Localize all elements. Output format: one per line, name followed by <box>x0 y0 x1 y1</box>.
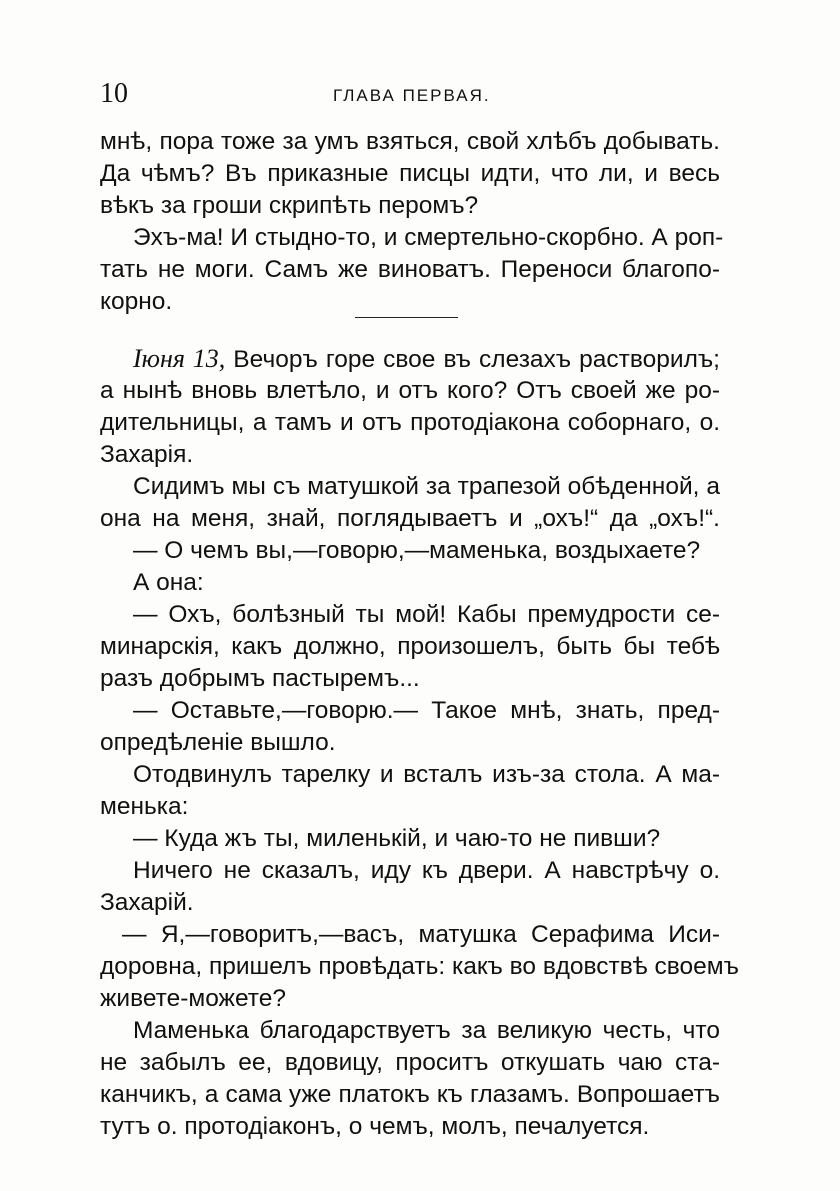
text-line: — Куда жъ ты, миленькій, и чаю-то не пивши? <box>133 825 661 852</box>
text-line: не забылъ ее, вдовицу, проситъ откушать чаю ста- <box>100 1049 720 1076</box>
text-line: канчикъ, а сама уже платокъ къ глазамъ. Вопрошаетъ <box>100 1081 720 1108</box>
text-line: Эхъ-ма! И стыдно-то, и смертельно-скорбно. А роп- <box>133 224 724 251</box>
text-line: — Охъ, болѣзный ты мой! Кабы премудрости се- <box>133 601 720 628</box>
text-line: а нынѣ вновь влетѣло, и отъ кого? Отъ своей же ро- <box>100 377 720 404</box>
text-line: — Оставьте,—говорю.— Такое мнѣ, знать, пред- <box>133 697 720 724</box>
text-line: Отодвинулъ тарелку и всталъ изъ-за стола. А ма- <box>133 761 720 788</box>
text-line: — О чемъ вы,—говорю,—маменька, воздыхаете? <box>133 537 701 564</box>
text-line: Маменька благодарствуетъ за великую честь, что <box>133 1017 720 1044</box>
text-line: тать не моги. Самъ же виноватъ. Переноси благопо- <box>100 256 720 283</box>
text-line: Сидимъ мы съ матушкой за трапезой обѣденной, а <box>133 473 720 500</box>
text-line: Да чѣмъ? Въ приказные писцы идти, что ли, и весь <box>100 160 720 187</box>
text-line: минарскія, какъ должно, произошелъ, быть бы тебѣ <box>100 633 720 660</box>
running-head: ГЛАВА ПЕРВАЯ. <box>333 86 491 105</box>
text-line: опредѣленіе вышло. <box>100 729 336 756</box>
text-line: дительницы, а тамъ и отъ протодіакона соборнаго, о. <box>100 409 720 436</box>
text-line: доровна, пришелъ провѣдать: какъ во вдовствѣ своемъ <box>100 953 739 980</box>
text-line: мнѣ, пора тоже за умъ взяться, свой хлѣбъ добывать. <box>100 128 720 155</box>
text-block-diary-entry <box>100 343 739 1143</box>
text-line: А она: <box>133 569 204 596</box>
text-line: живете-можете? <box>100 985 286 1012</box>
entry-date: Іюня 13, <box>133 344 226 373</box>
text-block-entry-end <box>100 126 724 318</box>
text-line: корно. <box>100 288 173 315</box>
text-line-dated <box>100 343 720 375</box>
section-divider <box>355 317 458 318</box>
text-line: Ничего не сказалъ, иду къ двери. А навстрѣчу о. <box>133 857 720 884</box>
text-line: Захарій. <box>100 889 194 916</box>
text-line: менька: <box>100 793 189 820</box>
page-number: 10 <box>100 78 128 109</box>
text-line: Захарія. <box>100 441 194 468</box>
text-line: вѣкъ за гроши скрипѣть перомъ? <box>100 192 479 219</box>
text-line: — Я,—говоритъ,—васъ, матушка Серафима Иси- <box>122 921 720 948</box>
text-line: разъ добрымъ пастыремъ... <box>100 665 420 692</box>
text-line: тутъ о. протодіаконъ, о чемъ, молъ, печалуется. <box>100 1113 650 1140</box>
text-line-rest: Вечоръ горе свое въ слезахъ растворилъ; <box>233 346 720 373</box>
text-line: она на меня, знай, поглядываетъ и „охъ!“ да „охъ!“. <box>100 505 720 532</box>
